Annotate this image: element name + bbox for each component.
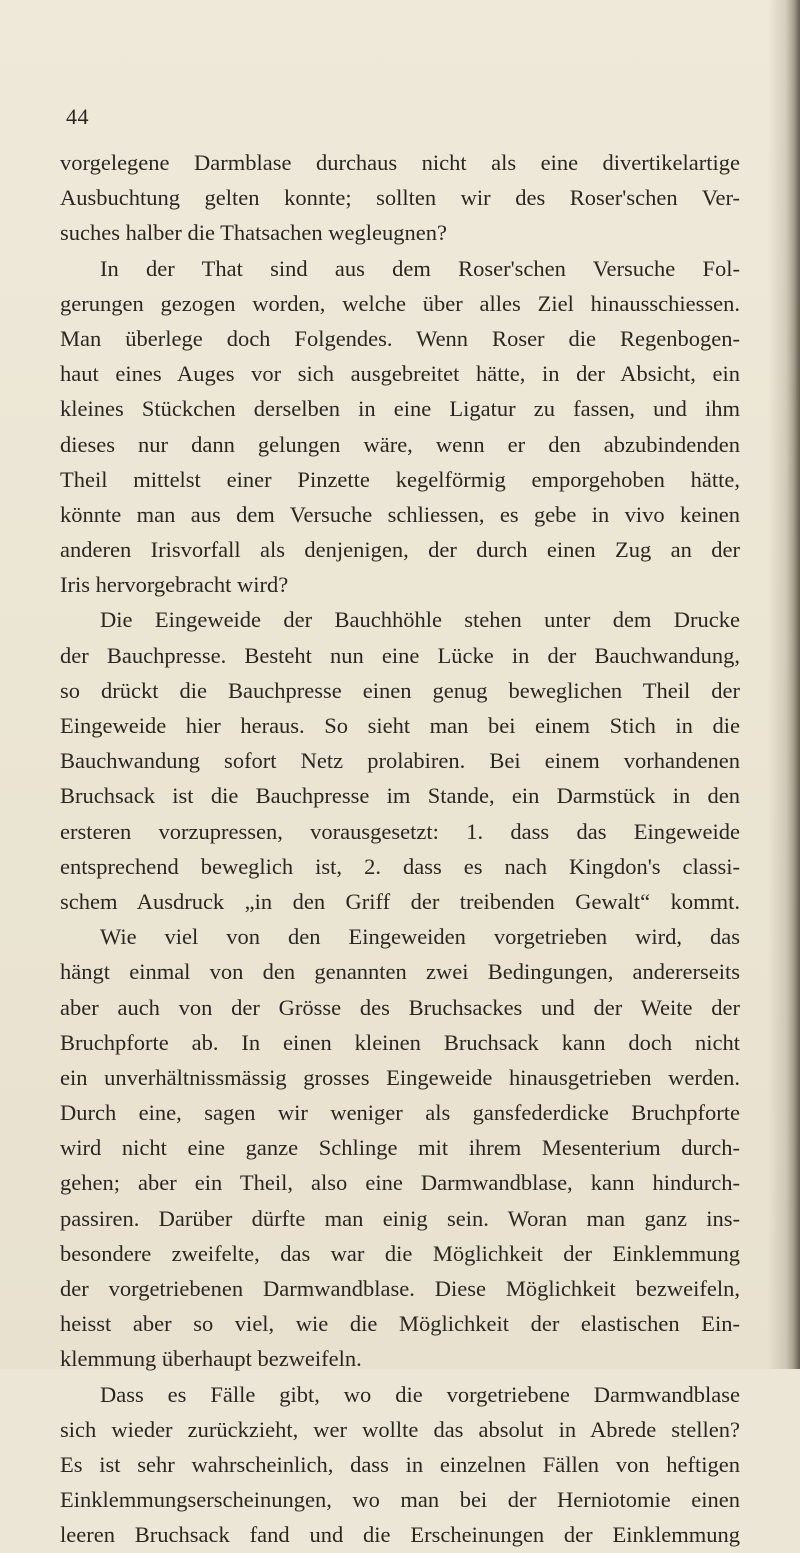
text-line: besondere zweifelte, das war die Möglichkeit der Einklemmung — [60, 1240, 740, 1266]
text-line: so drückt die Bauchpresse einen genug beweglichen Theil der — [60, 677, 740, 703]
text-line: anderen Irisvorfall als denjenigen, der durch einen Zug an der — [60, 537, 740, 563]
text-line: schem Ausdruck „in den Griff der treibenden Gewalt“ kommt. — [60, 888, 740, 914]
text-line: ersteren vorzupressen, vorausgesetzt: 1. dass das Eingeweide — [60, 818, 740, 844]
text-line: der vorgetriebenen Darmwandblase. Diese Möglichkeit bezweifeln, — [60, 1276, 740, 1301]
text-line: Bauchwandung sofort Netz prolabiren. Bei einem vorhandenen — [60, 748, 740, 774]
text-line: Wie viel von den Eingeweiden vorgetrieben wird, das — [100, 924, 740, 950]
text-line: Bruchpforte ab. In einen kleinen Bruchsack kann doch nicht — [60, 1029, 740, 1055]
text-line: vorgelegene Darmblase durchaus nicht als eine divertikelartige — [60, 150, 740, 175]
text-line: wird nicht eine ganze Schlinge mit ihrem Mesenterium durch- — [60, 1135, 740, 1161]
text-line: Bruchsack ist die Bauchpresse im Stande, ein Darmstück in den — [60, 783, 740, 809]
text-line: Durch eine, sagen wir weniger als gansfederdicke Bruchpforte — [60, 1100, 740, 1126]
text-line: sich wieder zurückzieht, wer wollte das absolut in Abrede stellen? — [60, 1416, 740, 1442]
text-line: Eingeweide hier heraus. So sieht man bei einem Stich in die — [60, 713, 740, 738]
text-line: passiren. Darüber dürfte man einig sein. Woran man ganz ins- — [60, 1205, 740, 1231]
text-line: Man überlege doch Folgendes. Wenn Roser die Regenbogen- — [60, 325, 740, 351]
text-line: der Bauchpresse. Besteht nun eine Lücke in der Bauchwandung, — [60, 642, 740, 668]
page-edge-shadow — [786, 0, 800, 1369]
text-line: Einklemmungserscheinungen, wo man bei der Herniotomie einen — [60, 1487, 740, 1513]
text-line: Es ist sehr wahrscheinlich, dass in einzelnen Fällen von heftigen — [60, 1451, 740, 1477]
text-line: Iris hervorgebracht wird? — [60, 572, 289, 598]
text-line: ein unverhältnissmässig grosses Eingeweide hinausgetrieben werden. — [60, 1064, 740, 1090]
text-line: kleines Stückchen derselben in eine Ligatur zu fassen, und ihm — [60, 396, 740, 422]
text-line: entsprechend beweglich ist, 2. dass es nach Kingdon's classi- — [60, 853, 740, 879]
text-line: gehen; aber ein Theil, also eine Darmwandblase, kann hindurch- — [60, 1170, 740, 1196]
page-number: 44 — [66, 104, 89, 129]
text-line: leeren Bruchsack fand und die Erscheinungen der Einklemmung — [60, 1522, 740, 1548]
text-line: haut eines Auges vor sich ausgebreitet hätte, in der Absicht, ein — [60, 361, 740, 387]
text-line: klemmung überhaupt bezweifeln. — [60, 1346, 362, 1372]
text-line: In der That sind aus dem Roser'schen Versuche Fol- — [100, 255, 740, 281]
text-line: dieses nur dann gelungen wäre, wenn er den abzubindenden — [60, 431, 740, 457]
text-line: suches halber die Thatsachen wegleugnen? — [60, 220, 447, 246]
text-line: Theil mittelst einer Pinzette kegelförmig emporgehoben hätte, — [60, 466, 740, 492]
text-line: gerungen gezogen worden, welche über alles Ziel hinausschiessen. — [60, 290, 740, 316]
text-line: könnte man aus dem Versuche schliessen, es gebe in vivo keinen — [60, 501, 740, 527]
text-line: hängt einmal von den genannten zwei Bedingungen, andererseits — [60, 959, 740, 985]
text-line: Dass es Fälle gibt, wo die vorgetriebene Darmwandblase — [100, 1381, 740, 1407]
body-text — [60, 145, 740, 1553]
text-line: heisst aber so viel, wie die Möglichkeit der elastischen Ein- — [60, 1311, 740, 1337]
text-line: aber auch von der Grösse des Bruchsackes und der Weite der — [60, 994, 740, 1020]
text-line: Ausbuchtung gelten konnte; sollten wir des Roser'schen Ver- — [60, 185, 740, 211]
text-line: Die Eingeweide der Bauchhöhle stehen unter dem Drucke — [100, 607, 740, 633]
